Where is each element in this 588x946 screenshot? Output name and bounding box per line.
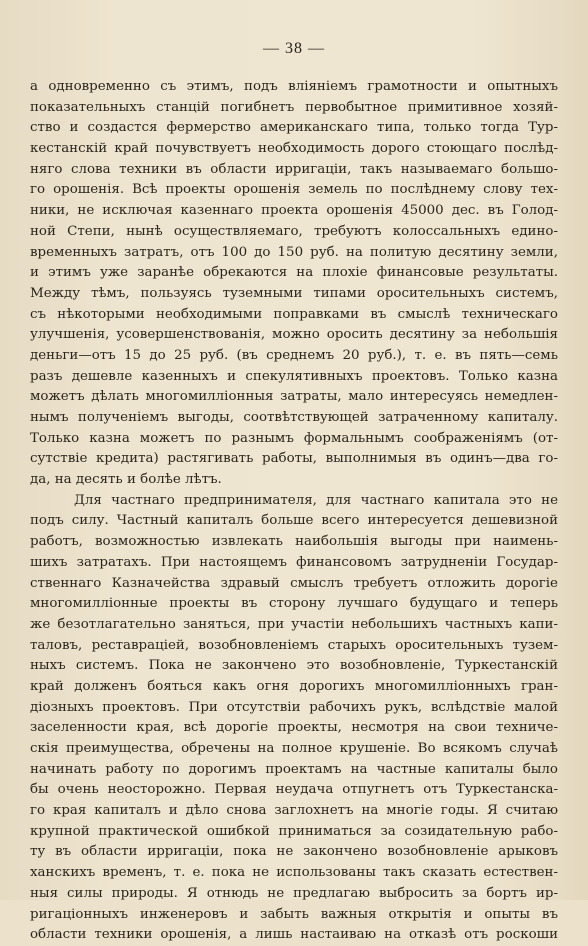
text-line: ту въ области ирригаціи, пока не закончено возобновленіе арыковъ <box>30 844 558 860</box>
text-line: Между тѣмъ, пользуясь туземными типами оросительныхъ системъ, <box>30 285 558 301</box>
text-line: Для частнаго предпринимателя, для частнаго капитала это не <box>74 492 558 508</box>
text-line: показательныхъ станцій погибнетъ первобытное примитивное хозяй- <box>30 99 558 115</box>
text-line: го края капиталъ и дѣло снова заглохнетъ на многіе годы. Я считаю <box>30 803 558 819</box>
text-line: го орошенія. Всѣ проекты орошенія земель по послѣднему слову тех- <box>30 182 558 198</box>
text-line: начинать работу по дорогимъ проектамъ на частные капиталы было <box>30 761 558 777</box>
text-line: бы очень неосторожно. Первая неудача отпугнетъ отъ Туркестанска- <box>30 782 558 798</box>
text-line: временныхъ затратъ, отъ 100 до 150 руб. на политую десятину земли, <box>30 244 558 260</box>
text-line: заселенности края, всѣ дорогіе проекты, несмотря на свои техниче- <box>30 720 558 736</box>
text-line: таловъ, реставраціей, возобновленіемъ старыхъ оросительныхъ тузем- <box>30 637 558 653</box>
text-line: край долженъ бояться какъ огня дорогихъ многомилліонныхъ гран- <box>30 678 558 694</box>
page-number: — 38 — <box>263 40 325 57</box>
body-text <box>30 77 558 946</box>
paragraph-1 <box>30 77 558 491</box>
text-line: ство и создастся фермерство американскаго типа, только тогда Тур- <box>30 120 558 136</box>
text-line: крупной практической ошибкой приниматься за созидательную рабо- <box>30 823 558 839</box>
text-line: же безотлагательно заняться, при участіи небольшихъ частныхъ капи- <box>30 616 558 632</box>
text-line: ныя силы природы. Я отнюдь не предлагаю выбросить за бортъ ир- <box>30 885 558 901</box>
text-line: сутствіе кредита) растягивать работы, выполнимыя въ одинъ—два го- <box>30 451 558 467</box>
text-line: подъ силу. Частный капиталъ больше всего интересуется дешевизной <box>30 513 558 529</box>
text-line: а одновременно съ этимъ, подъ вліяніемъ грамотности и опытныхъ <box>30 79 558 94</box>
text-line: ригаціонныхъ инженеровъ и забыть важныя открытія и опыты въ <box>30 906 558 922</box>
text-line: нымъ полученіемъ выгоды, соотвѣтствующей затраченному капиталу. <box>30 410 558 425</box>
text-line: ханскихъ временъ, т. е. пока не использованы такъ сказать естествен- <box>30 865 558 881</box>
text-line: многомилліонные проекты въ сторону лучшаго будущаго и теперь <box>30 596 558 612</box>
text-line: деньги—отъ 15 до 25 руб. (въ среднемъ 20 руб.), т. е. въ пять—семь <box>30 347 558 363</box>
text-line: Только казна можетъ по разнымъ формальнымъ соображеніямъ (от- <box>30 430 558 446</box>
text-line: да, на десять и болѣе лѣтъ. <box>30 472 222 488</box>
text-line: діозныхъ проектовъ. При отсутствіи рабочихъ рукъ, вслѣдствіе малой <box>30 699 558 715</box>
text-line: ной Степи, нынѣ осуществляемаго, требуютъ колоссальныхъ едино- <box>30 223 558 239</box>
text-line: шихъ затратахъ. При настоящемъ финансовомъ затрудненіи Государ- <box>30 554 558 570</box>
text-line: улучшенія, усовершенствованія, можно оросить десятину за небольшія <box>30 327 558 343</box>
text-line: можетъ дѣлать многомилліонныя затраты, мало интересуясь немедлен- <box>30 389 558 405</box>
text-line: съ нѣкоторыми необходимыми поправками въ смыслѣ техническаго <box>30 306 558 322</box>
text-line: скія преимущества, обречены на полное крушеніе. Во всякомъ случаѣ <box>30 741 558 756</box>
text-line: кестанскій край почувствуетъ необходимость дорого стоющаго послѣд- <box>30 141 558 157</box>
paragraph-2 <box>30 491 558 946</box>
text-line: няго слова техники въ области ирригаціи, такъ называемаго большо- <box>30 161 558 177</box>
text-line: ники, не исключая казеннаго проекта орошенія 45000 дес. въ Голод- <box>30 203 558 219</box>
text-line: ныхъ системъ. Пока не закончено это возобновленіе, Туркестанскій <box>30 658 558 674</box>
text-line: области техники орошенія, а лишь настаиваю на отказѣ отъ роскоши <box>30 927 558 943</box>
text-line: ственнаго Казначейства здравый смыслъ требуетъ отложить дорогіе <box>30 575 558 591</box>
text-line: разъ дешевле казенныхъ и спекулятивныхъ проектовъ. Только казна <box>30 368 558 384</box>
text-line: работъ, возможностью извлекать наибольшія выгоды при наимень- <box>30 534 558 550</box>
text-line: и этимъ уже заранѣе обрекаются на плохіе финансовые результаты. <box>30 265 558 281</box>
